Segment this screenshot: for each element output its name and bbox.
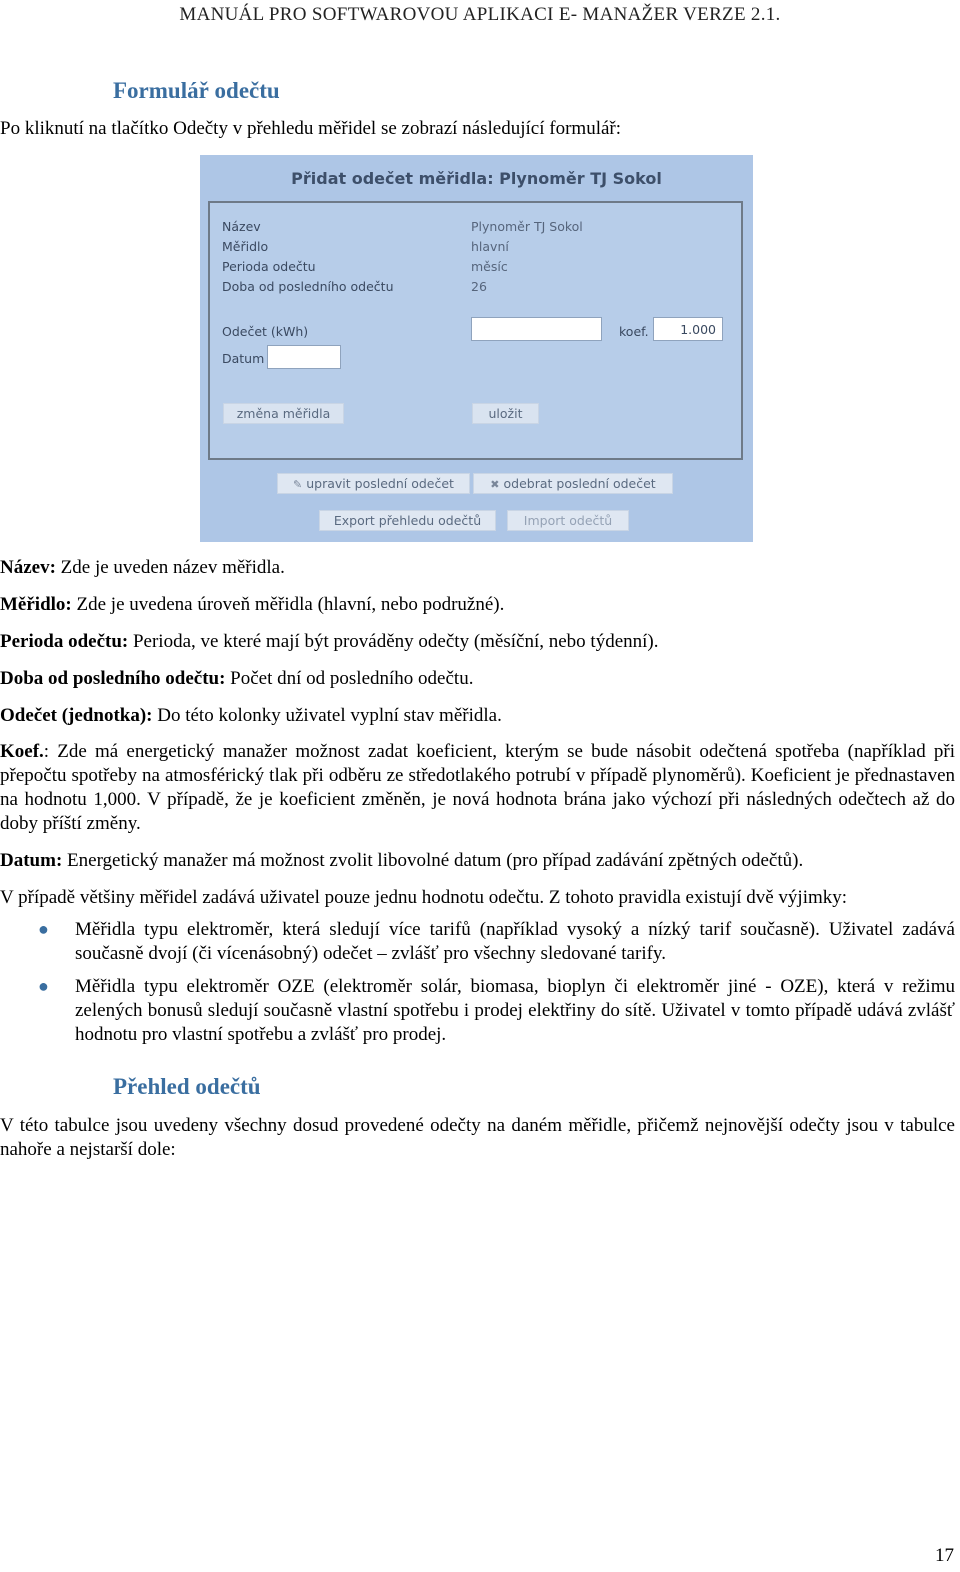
- form-title: Přidat odečet měřidla: Plynoměr TJ Sokol: [291, 169, 662, 188]
- value-meter: hlavní: [471, 239, 509, 254]
- desc: Do této kolonky uživatel vyplní stav měřidla.: [152, 705, 502, 726]
- label-name: Název: [222, 219, 261, 234]
- edit-last-reading-button[interactable]: [277, 473, 470, 494]
- label-date: Datum: [222, 351, 265, 366]
- date-input[interactable]: [267, 345, 341, 369]
- def-koef: [0, 740, 955, 836]
- desc: Perioda, ve které mají být prováděny odečty (měsíční, nebo týdenní).: [128, 631, 659, 652]
- label-period: Perioda odečtu: [222, 259, 316, 274]
- term: Název:: [0, 557, 56, 578]
- import-readings-button[interactable]: Import odečtů: [507, 510, 629, 531]
- term: Koef.: [0, 741, 44, 762]
- form-panel: [208, 201, 743, 460]
- def-nazev: [0, 556, 955, 580]
- desc: : Zde má energetický manažer možnost zadat koeficient, kterým se bude násobit odečtená spotřeba (například při přepočtu spotřeby na atmosférický tlak při odběru ze středotlakého potrubí v případě plynoměrů). Koeficient je přednastaven na hodnotu 1,000. V případě, že je koeficient změněn, je nová hodnota brána jako výchozí při následných odečtech až do doby příští změny.: [0, 741, 955, 834]
- label-coef: koef.: [619, 324, 649, 339]
- pencil-icon: ✎: [293, 478, 303, 491]
- value-days-since: 26: [471, 279, 487, 294]
- def-odecet: [0, 704, 955, 728]
- desc: Zde je uvedena úroveň měřidla (hlavní, nebo podružné).: [71, 594, 505, 615]
- rule-text: V případě většiny měřidel zadává uživatel pouze jednu hodnotu odečtu. Z tohoto pravidla existují dvě výjimky:: [0, 887, 848, 908]
- def-doba: [0, 667, 955, 691]
- remove-last-reading-button[interactable]: [473, 473, 673, 494]
- export-readings-button[interactable]: Export přehledu odečtů: [319, 510, 496, 531]
- page-number: 17: [935, 1545, 954, 1566]
- form-screenshot: [200, 155, 753, 542]
- bullet-icon: ●: [38, 919, 49, 939]
- section-title-overview: Přehled odečtů: [113, 1074, 261, 1099]
- bullet-item: Měřidla typu elektroměr, která sledují více tarifů (například vysoký a nízký tarif současně). Uživatel zadává současně dvojí (či vícenásobný) odečet – zvlášť pro všechny sledované tarify.: [75, 919, 955, 964]
- close-icon: ✖: [490, 478, 500, 491]
- section-title-form: Formulář odečtu: [113, 78, 280, 103]
- change-meter-button[interactable]: změna měřidla: [223, 403, 344, 424]
- term: Odečet (jednotka):: [0, 705, 153, 726]
- value-name: Plynoměr TJ Sokol: [471, 219, 583, 234]
- remove-last-label: odebrat poslední odečet: [503, 476, 656, 491]
- reading-input[interactable]: [471, 317, 602, 341]
- def-meridlo: [0, 593, 955, 617]
- def-datum: [0, 849, 955, 873]
- desc: Energetický manažer má možnost zvolit libovolné datum (pro případ zadávání zpětných odečtů).: [62, 850, 804, 871]
- bullet-item: Měřidla typu elektroměr OZE (elektroměr solár, biomasa, bioplyn či elektroměr jiné - OZE), která v režimu zelených bonusů sledují současně vlastní spotřebu i prodej elektřiny do sítě. Uživatel v tomto případě udává zvlášť hodnotu pro vlastní spotřebu a zvlášť pro prodej.: [75, 976, 955, 1045]
- bullet-icon: ●: [38, 976, 49, 996]
- desc: Počet dní od posledního odečtu.: [225, 668, 474, 689]
- def-perioda: [0, 630, 955, 654]
- term: Měřidlo:: [0, 594, 72, 615]
- save-button[interactable]: uložit: [472, 403, 539, 424]
- term: Datum:: [0, 850, 63, 871]
- coef-input[interactable]: 1.000: [653, 317, 723, 341]
- label-reading: Odečet (kWh): [222, 324, 309, 339]
- overview-text: V této tabulce jsou uvedeny všechny dosud provedené odečty na daném měřidle, přičemž nejnovější odečty jsou v tabulce nahoře a nejstarší dole:: [0, 1115, 955, 1160]
- value-period: měsíc: [471, 259, 508, 274]
- term: Doba od posledního odečtu:: [0, 668, 226, 689]
- label-meter: Měřidlo: [222, 239, 269, 254]
- desc: Zde je uveden název měřidla.: [55, 557, 285, 578]
- page-header: MANUÁL PRO SOFTWAROVOU APLIKACI E- MANAŽER VERZE 2.1.: [179, 4, 781, 25]
- label-days-since: Doba od posledního odečtu: [222, 279, 394, 294]
- intro-text: Po kliknutí na tlačítko Odečty v přehledu měřidel se zobrazí následující formulář:: [0, 118, 622, 139]
- edit-last-label: upravit poslední odečet: [306, 476, 454, 491]
- term: Perioda odečtu:: [0, 631, 129, 652]
